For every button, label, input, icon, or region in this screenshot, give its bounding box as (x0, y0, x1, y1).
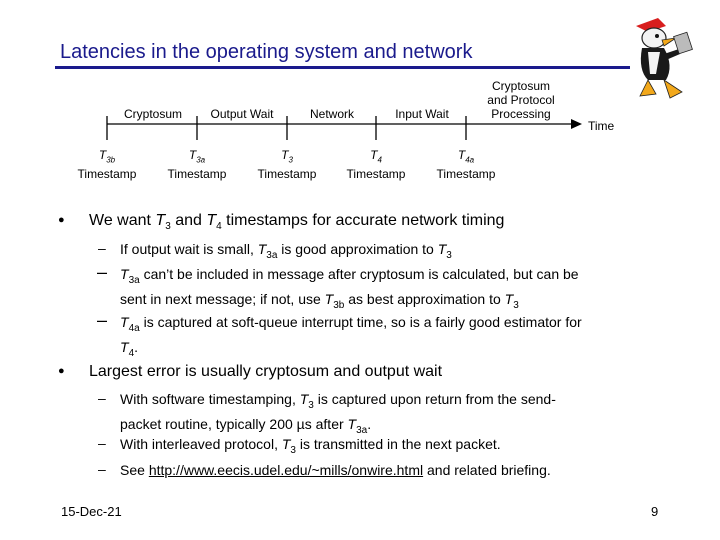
timestamp-t3b: $T_{3b}$ Timestamp (77, 148, 137, 182)
timestamp-t3a: $T_{3a}$ Timestamp (167, 148, 227, 182)
timestamp-t4a: $T_{4a}$ Timestamp (436, 148, 496, 182)
sub-bullet-t4a-estimator: $T_{4a}$ is captured at soft-queue interrupt time, so is a fairly good estimator for $T_4$. (120, 314, 582, 359)
sub-bullet-dash: – (98, 240, 106, 256)
segment-label-output-wait: Output Wait (210, 107, 274, 121)
bullet-text-network-timing: We want $T_3$ and $T_4$ timestamps for accurate network timing (89, 212, 505, 233)
sub-bullet-interleaved-protocol: With interleaved protocol, $T_3$ is transmitted in the next packet. (120, 436, 501, 456)
sub-bullet-software-timestamping: With software timestamping, $T_3$ is captured upon return from the send- packet routine, typically 200 µs after $T_{3a}$. (120, 391, 556, 436)
sub-bullet-output-wait: If output wait is small, $T_{3a}$ is good approximation to $T_3$ (120, 241, 452, 261)
segment-label-cryptosum-protocol: Cryptosum and Protocol Processing (487, 79, 555, 121)
segment-label-input-wait: Input Wait (395, 107, 449, 121)
segment-label-network: Network (309, 107, 355, 121)
timestamp-t4: $T_4$ Timestamp (346, 148, 406, 182)
slide-title: Latencies in the operating system and network (60, 41, 473, 63)
sub-bullet-dash: – (98, 461, 106, 477)
bullet-marker: ● (58, 214, 65, 226)
sub-bullet-dash: – (97, 310, 108, 330)
sub-bullet-dash: – (97, 262, 108, 282)
time-axis-label: Time (588, 119, 615, 133)
sub-bullet-t3a-message: $T_{3a}$ can’t be included in message after cryptosum is calculated, but can be sent in next message; if not, use $T_{3b}$ as best approximation to $T_3$ (120, 266, 579, 311)
timestamp-t3: $T_3$ Timestamp (257, 148, 317, 182)
segment-label-cryptosum: Cryptosum (123, 107, 183, 121)
footer-date: 15-Dec-21 (61, 504, 122, 519)
timeline-axis (0, 0, 720, 160)
bullet-text-largest-error: Largest error is usually cryptosum and output wait (89, 363, 443, 380)
onwire-link[interactable]: http://www.eecis.udel.edu/~mills/onwire.html (148, 462, 424, 478)
sub-bullet-dash: – (98, 435, 106, 451)
page-number: 9 (651, 504, 659, 519)
bullet-marker: ● (58, 365, 65, 377)
sub-bullet-see-link: See http://www.eecis.udel.edu/~mills/onwire.html and related briefing. (120, 462, 551, 478)
sub-bullet-dash: – (98, 390, 106, 406)
